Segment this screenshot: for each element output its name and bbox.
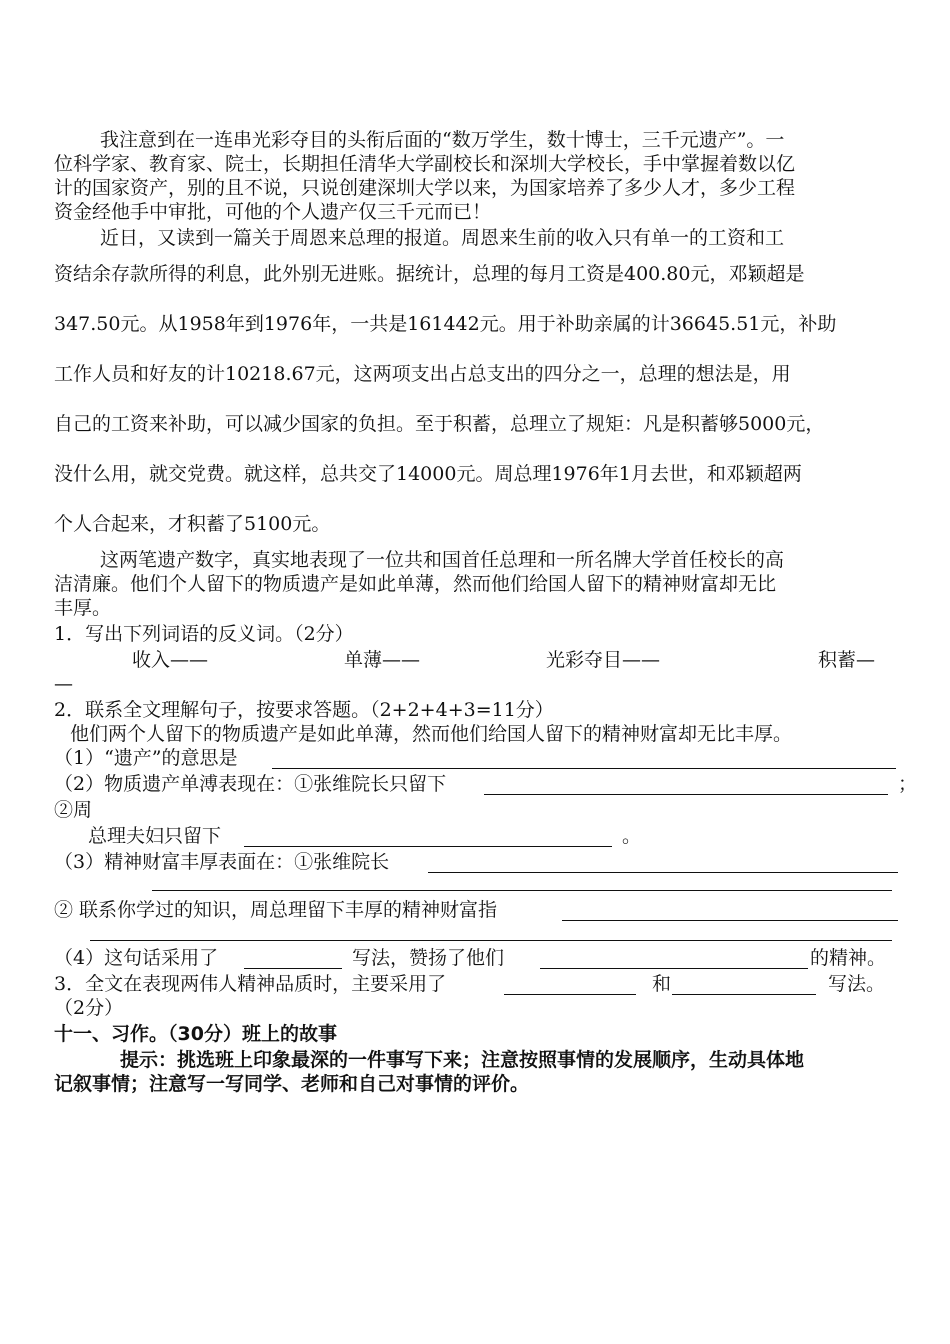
answer-line[interactable] xyxy=(152,890,892,891)
answer-line[interactable] xyxy=(484,794,888,795)
passage-line: 近日，又读到一篇关于周恩来总理的报道。周恩来生前的收入只有单一的工资和工 xyxy=(100,227,785,249)
question-2-2-label: （2）物质遗产单溥表现在：①张维院长只留下 xyxy=(54,773,447,795)
answer-line[interactable] xyxy=(244,968,342,969)
question-2-4-mid: 写法，赞扬了他们 xyxy=(352,947,505,969)
question-3-end: 写法。 xyxy=(828,973,886,995)
period: 。 xyxy=(622,825,642,847)
antonym-item: 光彩夺目—— xyxy=(546,649,661,671)
question-2-2-continued: ②周 xyxy=(54,799,93,821)
passage-line: 我注意到在一连串光彩夺目的头衔后面的“数万学生，数十博士，三千元遗产”。一 xyxy=(100,129,785,151)
answer-line[interactable] xyxy=(90,940,892,941)
composition-hint: 记叙事情；注意写一写同学、老师和自己对事情的评价。 xyxy=(54,1073,530,1095)
antonym-item: 收入—— xyxy=(132,649,209,671)
passage-line: 没什么用，就交党费。就这样，总共交了14000元。周总理1976年1月去世，和邓颖超两 xyxy=(54,463,802,485)
composition-hint: 提示：挑选班上印象最深的一件事写下来；注意按照事情的发展顺序，生动具体地 xyxy=(120,1049,805,1071)
question-3-label: 3．全文在表现两伟人精神品质时，主要采用了 xyxy=(54,973,447,995)
antonym-item: 单薄—— xyxy=(344,649,421,671)
composition-title: 十一、习作。（30分）班上的故事 xyxy=(54,1023,337,1045)
answer-line[interactable] xyxy=(244,846,612,847)
answer-line[interactable] xyxy=(540,968,808,969)
passage-line: 347.50元。从1958年到1976年，一共是161442元。用于补助亲属的计36645.51元，补助 xyxy=(54,313,837,335)
question-1-title: 1．写出下列词语的反义词。（2分） xyxy=(54,623,354,645)
answer-line[interactable] xyxy=(672,994,816,995)
answer-line[interactable] xyxy=(504,994,636,995)
passage-line: 位科学家、教育家、院士，长期担任清华大学副校长和深圳大学校长，手中掌握着数以亿 xyxy=(54,153,796,175)
quoted-sentence: 他们两个人留下的物质遗产是如此单薄，然而他们给国人留下的精神财富却无比丰厚。 xyxy=(70,723,793,745)
answer-line[interactable] xyxy=(562,920,898,921)
antonym-wrap: — xyxy=(54,673,73,695)
question-2-3-label: （3）精神财富丰厚表面在：①张维院长 xyxy=(54,851,390,873)
passage-line: 自己的工资来补助，可以减少国家的负担。至于积蓄，总理立了规矩：凡是积蓄够5000元， xyxy=(54,413,825,435)
question-2-4-label: （4）这句话采用了 xyxy=(54,947,219,969)
passage-line: 这两笔遗产数字，真实地表现了一位共和国首任总理和一所名牌大学首任校长的高 xyxy=(100,549,785,571)
question-3-and: 和 xyxy=(652,973,672,995)
passage-line: 丰厚。 xyxy=(54,597,112,619)
answer-line[interactable] xyxy=(428,872,898,873)
question-2-4-end: 的精神。 xyxy=(810,947,887,969)
antonym-item: 积蓄— xyxy=(818,649,876,671)
question-2-3b-label: ② 联系你学过的知识，周总理留下丰厚的精神财富指 xyxy=(54,899,498,921)
passage-line: 个人合起来，才积蓄了5100元。 xyxy=(54,513,331,535)
question-2-2-second: 总理夫妇只留下 xyxy=(88,825,222,847)
question-2-title: 2．联系全文理解句子，按要求答题。（2+2+4+3=11分） xyxy=(54,699,554,721)
passage-line: 洁清廉。他们个人留下的物质遗产是如此单薄，然而他们给国人留下的精神财富却无比 xyxy=(54,573,777,595)
passage-line: 计的国家资产，别的且不说，只说创建深圳大学以来，为国家培养了多少人才，多少工程 xyxy=(54,177,796,199)
semicolon: ； xyxy=(898,773,918,795)
passage-line: 资结余存款所得的利息，此外别无进账。据统计，总理的每月工资是400.80元，邓颖超是 xyxy=(54,263,805,285)
question-3-score: （2分） xyxy=(54,997,124,1019)
answer-line[interactable] xyxy=(272,768,896,769)
passage-line: 资金经他手中审批，可他的个人遗产仅三千元而已！ xyxy=(54,201,492,223)
passage-line: 工作人员和好友的计10218.67元，这两项支出占总支出的四分之一，总理的想法是，用 xyxy=(54,363,791,385)
question-2-1-label: （1）“遗产”的意思是 xyxy=(54,747,238,769)
